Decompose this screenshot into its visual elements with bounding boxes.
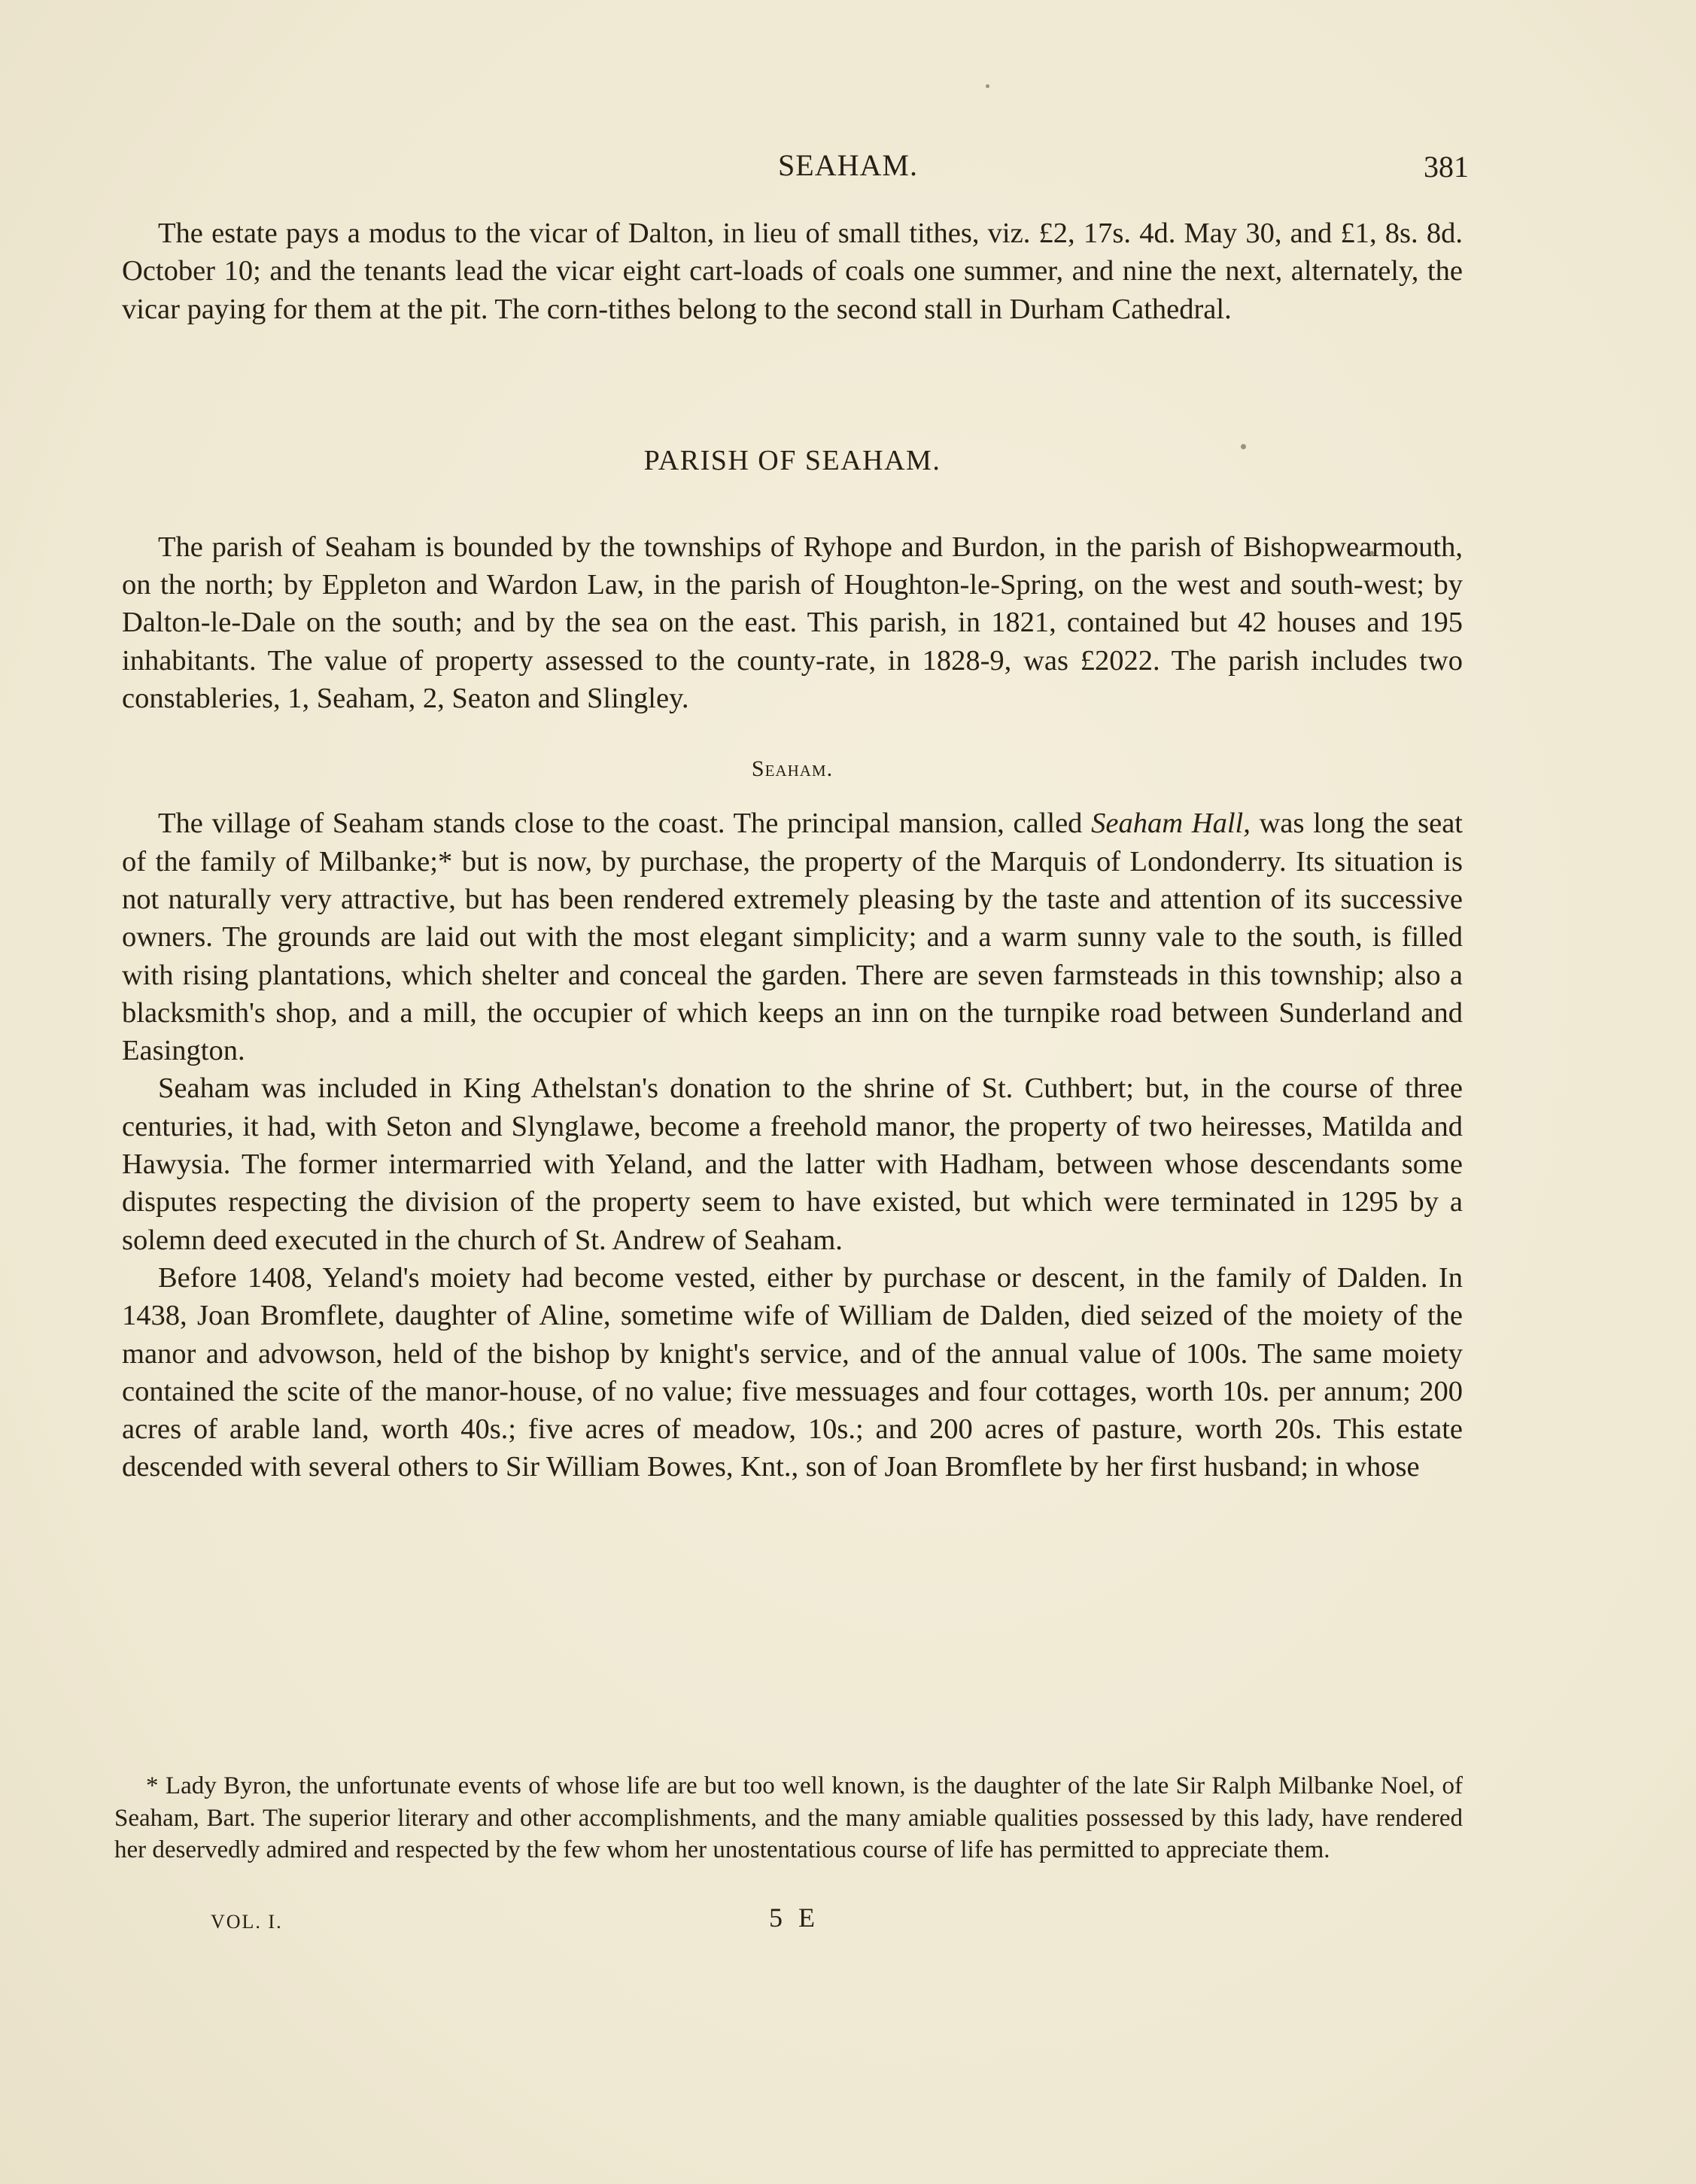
seaham-hall-italic: Seaham Hall, xyxy=(1091,808,1251,840)
village-text-a: The village of Seaham stands close to the coast. The principal mansion, called xyxy=(158,808,1092,840)
section-heading-parish: PARISH OF SEAHAM. xyxy=(643,444,941,476)
paragraph-parish-bounds: The parish of Seaham is bounded by the townships of Ryhope and Burdon, in the parish of Bishopwearmouth, on the north; by Eppleton and Wardon Law, in the parish of Houghton-le-Spring, on the west and south-west; by Dalton-le-Dale on the south; and by the sea on the east. This parish, in 1821, contained but 42 houses and 195 inhabitants. The value of property assessed to the county-rate, in 1828-9, was £2022. The parish includes two constableries, 1, Seaham, 2, Seaton and Slingley. xyxy=(122,531,1463,715)
signature-mark: 5 E xyxy=(769,1903,819,1933)
page-footer xyxy=(0,1902,1696,1939)
running-head-title: SEAHAM. xyxy=(778,148,918,182)
village-text-b: was long the seat of the family of Milbanke;* but is now, by purchase, the property of the Marquis of Londonderry. Its situation is not naturally very attractive, but has been rendered extremely pleasing by the taste and attention of its successive owners. The grounds are laid out with the most elegant simplicity; and a warm sunny vale to the south, is filled with rising plantations, which shelter and conceal the garden. There are seven farmsteads in this township; also a blacksmith's shop, and a mill, the occupier of which keeps an inn on the turnpike road between Sunderland and Easington. xyxy=(122,808,1463,1067)
foxing-spot xyxy=(986,84,989,88)
paragraph-athelstan: Seaham was included in King Athelstan's donation to the shrine of St. Cuthbert; but, in the course of three centuries, it had, with Seton and Slynglawe, become a freehold manor, the property of two heiresses, Matilda and Hawysia. The former intermarried with Yeland, and the latter with Hadham, between whose descendants some disputes respecting the division of the property seem to have existed, but which were terminated in 1295 by a solemn deed executed in the church of St. Andrew of Seaham. xyxy=(122,1072,1463,1256)
footnote-text: * Lady Byron, the unfortunate events of whose life are but too well known, is the daughter of the late Sir Ralph Milbanke Noel, of Seaham, Bart. The superior literary and other accomplishments, and the many amiable qualities possessed by this lady, have rendered her deservedly admired and respected by the few whom her unostentatious course of life has permitted to appreciate them. xyxy=(114,1772,1463,1863)
main-text xyxy=(122,214,1463,1486)
footnote xyxy=(114,1770,1463,1866)
paragraph-yeland-moiety: Before 1408, Yeland's moiety had become vested, either by purchase or descent, in the family of Dalden. In 1438, Joan Bromflete, daughter of Aline, sometime wife of William de Dalden, died seized of the moiety of the manor and advowson, held of the bishop by knight's service, and of the annual value of 100s. The same moiety contained the scite of the manor-house, of no value; five messuages and four cottages, worth 10s. per annum; 200 acres of arable land, worth 40s.; five acres of meadow, 10s.; and 200 acres of pasture, worth 20s. This estate descended with several others to Sir William Bowes, Knt., son of Joan Bromflete by her first husband; in whose xyxy=(122,1261,1463,1483)
paragraph-modus: The estate pays a modus to the vicar of Dalton, in lieu of small tithes, viz. £2, 17s. 4d. May 30, and £1, 8s. 8d. October 10; and the tenants lead the vicar eight cart-loads of coals one summer, and nine the next, alternately, the vicar paying for them at the pit. The corn-tithes belong to the second stall in Durham Cathedral. xyxy=(122,217,1463,325)
volume-mark: VOL. I. xyxy=(211,1911,283,1933)
paragraph-village xyxy=(122,805,1463,1069)
page-number: 381 xyxy=(1424,150,1469,184)
running-head xyxy=(0,148,1696,193)
subsection-heading-seaham: Seaham. xyxy=(751,756,834,782)
